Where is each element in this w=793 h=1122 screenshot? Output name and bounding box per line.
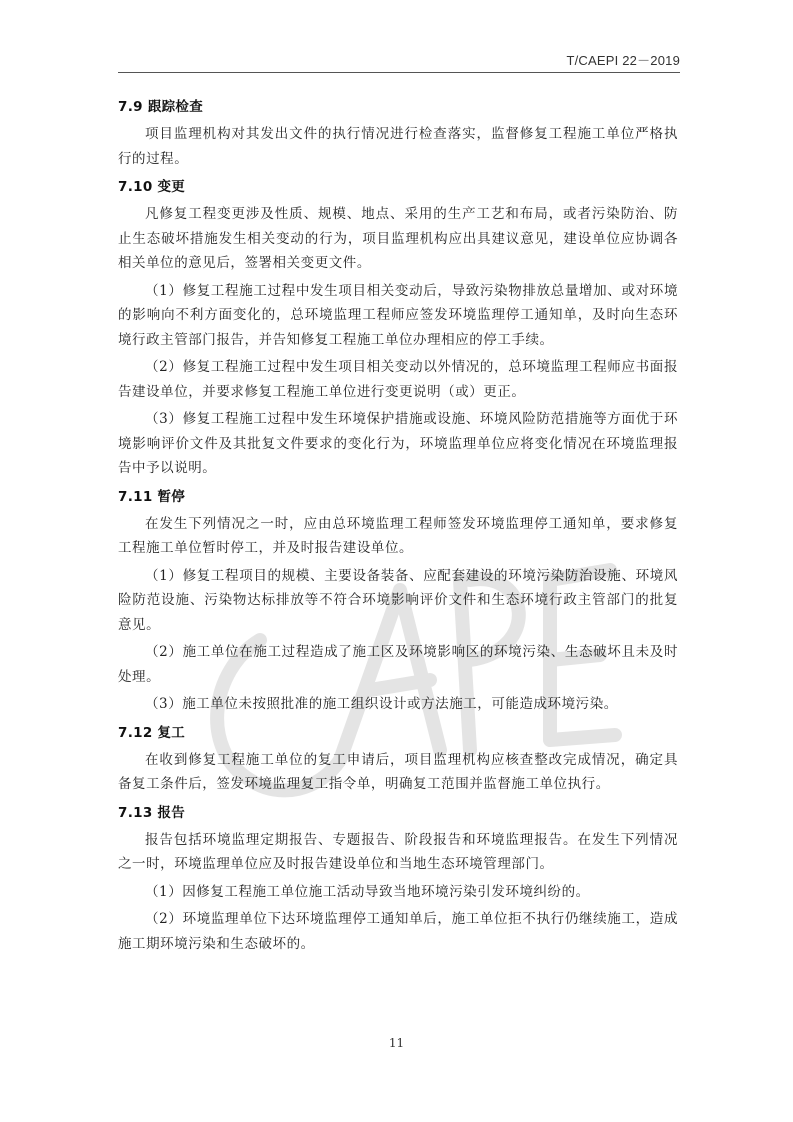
section-heading: 7.11 暂停 [118,488,186,505]
header-rule [118,72,680,73]
page-number: 11 [388,1036,405,1050]
paragraph: 报告包括环境监理定期报告、专题报告、阶段报告和环境监理报告。在发生下列情况之一时，环境监理单位应及时报告建设单位和当地生态环境管理部门。 [118,831,678,872]
paragraph: （3）施工单位未按照批准的施工组织设计或方法施工，可能造成环境污染。 [145,696,618,712]
section-7-11 [118,487,678,717]
paragraph: （3）修复工程施工过程中发生环境保护措施或设施、环境风险防范措施等方面优于环境影响评价文件及其批复文件要求的变化行为，环境监理单位应将变化情况在环境监理报告中予以说明。 [118,411,678,476]
main-content [118,93,678,962]
section-heading: 7.9 跟踪检查 [118,99,204,115]
paragraph: （2）环境监理单位下达环境监理停工通知单后，施工单位拒不执行仍继续施工，造成施工期环境污染和生态破坏的。 [118,911,678,952]
section-heading: 7.13 报告 [118,804,186,821]
paragraph: （2）修复工程施工过程中发生项目相关变动以外情况的，总环境监理工程师应书面报告建设单位，并要求修复工程施工单位进行变更说明（或）更正。 [118,359,678,400]
standard-code: T/CAEPI 22－2019 [566,53,680,68]
paragraph: 凡修复工程变更涉及性质、规模、地点、采用的生产工艺和布局，或者污染防治、防止生态破坏措施发生相关变动的行为，项目监理机构应出具建议意见，建设单位应协调各相关单位的意见后，签署相关变更文件。 [118,206,678,271]
paragraph: （2）施工单位在施工过程造成了施工区及环境影响区的环境污染、生态破坏且未及时处理。 [118,644,678,685]
section-7-10 [118,177,678,481]
paragraph: （1）修复工程项目的规模、主要设备装备、应配套建设的环境污染防治设施、环境风险防范设施、污染物达标排放等不符合环境影响评价文件和生态环境行政主管部门的批复意见。 [118,567,678,633]
section-7-13 [118,803,678,957]
paragraph: （1）因修复工程施工单位施工活动导致当地环境污染引发环境纠纷的。 [145,883,590,900]
section-heading: 7.10 变更 [118,179,186,195]
section-heading: 7.12 复工 [118,724,186,741]
paragraph: 在收到修复工程施工单位的复工申请后，项目监理机构应核查整改完成情况，确定具备复工条件后，签发环境监理复工指令单，明确复工范围并监督施工单位执行。 [118,751,678,792]
section-7-12 [118,723,678,797]
paragraph: 在发生下列情况之一时，应由总环境监理工程师签发环境监理停工通知单，要求修复工程施工单位暂时停工，并及时报告建设单位。 [118,515,678,556]
paragraph: （1）修复工程施工过程中发生项目相关变动后，导致污染物排放总量增加、或对环境的影响向不利方面变化的，总环境监理工程师应签发环境监理停工通知单，及时向生态环境行政主管部门报告，并告知修复工程施工单位办理相应的停工手续。 [118,282,678,348]
paragraph: 项目监理机构对其发出文件的执行情况进行检查落实，监督修复工程施工单位严格执行的过程。 [118,126,678,167]
section-7-9 [118,97,678,171]
